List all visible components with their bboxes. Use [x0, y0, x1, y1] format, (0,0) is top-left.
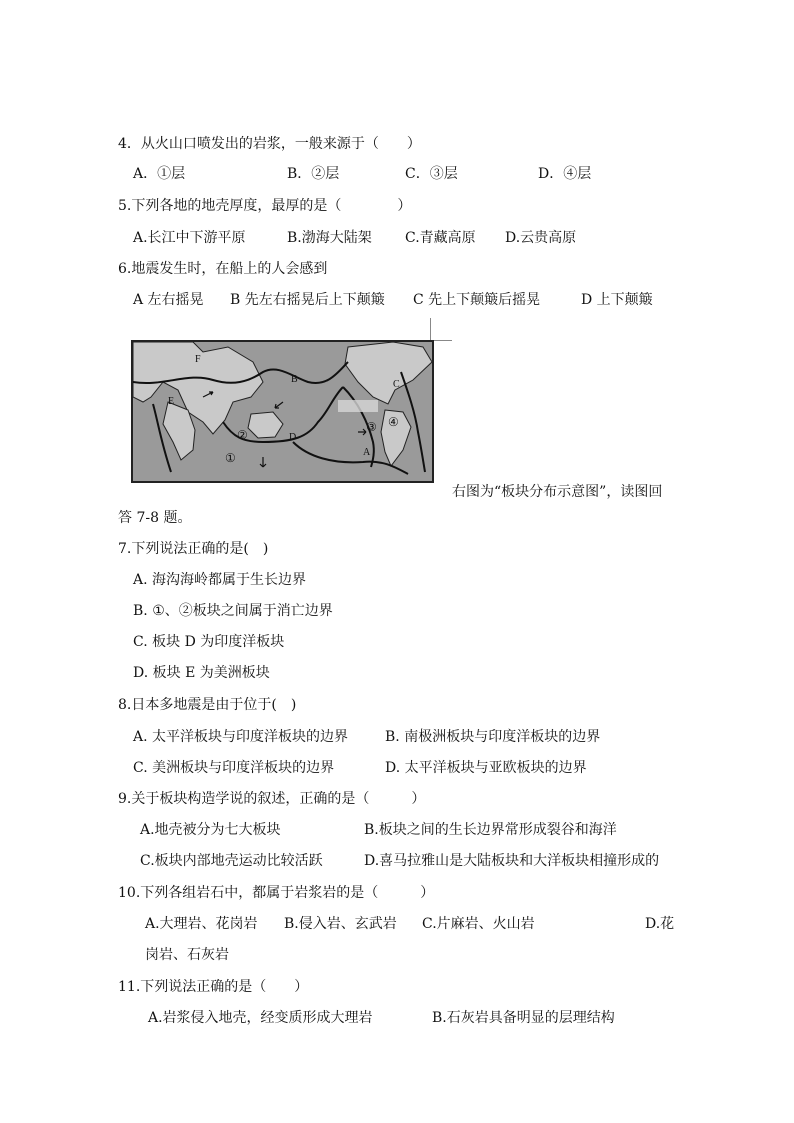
motion-arrow-3 — [358, 429, 366, 435]
q5-stem: 5.下列各地的地壳厚度，最厚的是（ ） — [118, 198, 412, 214]
q6-option-c: C 先上下颠簸后摇晃 — [413, 292, 541, 308]
q7-option-b: B. ①、②板块之间属于消亡边界 — [133, 603, 333, 619]
q6-option-b: B 先左右摇晃后上下颠簸 — [230, 292, 385, 308]
q10-option-d-wrap: 岗岩、石灰岩 — [145, 947, 229, 963]
q9-option-a: A.地壳被分为七大板块 — [140, 822, 281, 838]
q10-option-c: C.片麻岩、火山岩 — [422, 916, 535, 932]
australia-landmass — [248, 412, 283, 438]
q9-stem: 9.关于板块构造学说的叙述，正确的是（ ） — [118, 791, 426, 807]
q10-stem: 10.下列各组岩石中，都属于岩浆岩的是（ ） — [118, 885, 435, 901]
q6-option-a: A 左右摇晃 — [133, 292, 204, 308]
map-intro-line-1: 右图为“板块分布示意图”，读图回 — [452, 484, 663, 500]
plate-distribution-map — [131, 340, 434, 483]
north-america-landmass — [345, 342, 432, 404]
q4-stem: 4．从火山口喷发出的岩浆，一般来源于（ ） — [118, 136, 421, 152]
q8-stem: 8.日本多地震是由于位于( ) — [118, 697, 297, 713]
q9-option-d: D.喜马拉雅山是大陆板块和大洋板块相撞形成的 — [364, 853, 660, 869]
q5-option-d: D.云贵高原 — [505, 230, 577, 246]
q8-option-b: B. 南极洲板块与印度洋板块的边界 — [385, 729, 601, 745]
q4-option-a: A．①层 — [133, 166, 186, 182]
motion-arrow-2 — [275, 402, 283, 408]
crop-mark-vertical — [430, 318, 431, 340]
map-label-plate-3: ③ — [366, 420, 377, 434]
plate-map-graphic — [133, 342, 432, 481]
q11-option-a: A.岩浆侵入地壳，经变质形成大理岩 — [148, 1010, 373, 1026]
q5-option-b: B.渤海大陆架 — [287, 230, 372, 246]
q5-option-a: A.长江中下游平原 — [133, 230, 246, 246]
q11-stem: 11.下列说法正确的是（ ） — [118, 979, 309, 995]
q6-option-d: D 上下颠簸 — [581, 292, 653, 308]
q10-option-a: A.大理岩、花岗岩 — [145, 916, 258, 932]
map-label-e: E — [168, 396, 175, 407]
q10-option-b: B.侵入岩、玄武岩 — [284, 916, 397, 932]
q5-option-c: C.青藏高原 — [405, 230, 476, 246]
q6-stem: 6.地震发生时，在船上的人会感到 — [118, 261, 328, 277]
q11-option-b: B.石灰岩具备明显的层理结构 — [432, 1010, 615, 1026]
map-intro-line-2: 答 7-8 题。 — [118, 510, 192, 526]
q9-option-c: C.板块内部地壳运动比较活跃 — [140, 853, 323, 869]
map-label-b: B — [291, 374, 298, 385]
q10-option-d: D.花 — [645, 916, 675, 932]
map-label-c: C — [393, 379, 400, 390]
blurred-patch — [338, 400, 378, 412]
q4-option-d: D．④层 — [538, 166, 592, 182]
map-label-plate-1: ① — [225, 451, 236, 465]
q9-option-b: B.板块之间的生长边界常形成裂谷和海洋 — [364, 822, 617, 838]
map-label-plate-2: ② — [237, 428, 248, 442]
q7-option-d: D. 板块 E 为美洲板块 — [133, 665, 270, 681]
q7-option-c: C. 板块 D 为印度洋板块 — [133, 634, 285, 650]
q4-option-c: C．③层 — [405, 166, 458, 182]
q8-option-d: D. 太平洋板块与亚欧板块的边界 — [385, 760, 587, 776]
q7-option-a: A. 海沟海岭都属于生长边界 — [133, 572, 307, 588]
q4-option-b: B．②层 — [287, 166, 340, 182]
q7-stem: 7.下列说法正确的是( ) — [118, 541, 269, 557]
motion-arrow-4 — [260, 457, 266, 467]
q8-option-a: A. 太平洋板块与印度洋板块的边界 — [133, 729, 349, 745]
map-label-d: D — [289, 432, 297, 443]
map-label-plate-4: ④ — [388, 415, 399, 429]
map-label-a: A — [363, 447, 371, 458]
q8-option-c: C. 美洲板块与印度洋板块的边界 — [133, 760, 335, 776]
map-label-f: F — [195, 354, 201, 365]
